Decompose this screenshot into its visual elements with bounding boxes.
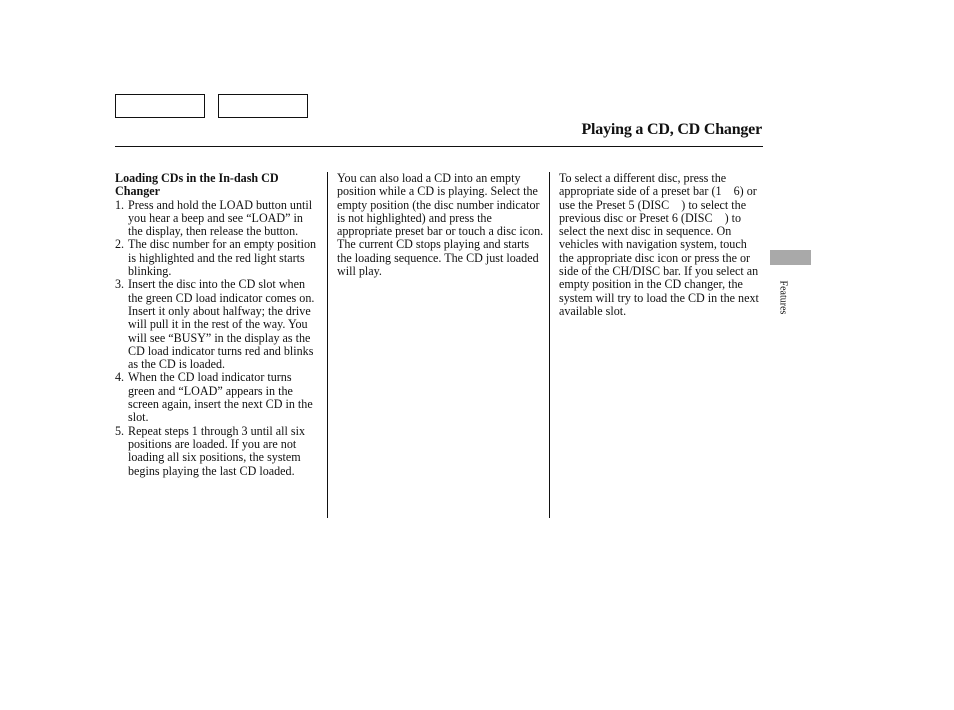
section-tab [770, 250, 811, 265]
list-item [115, 278, 320, 371]
step-text: Press and hold the LOAD button until you hear a beep and see “LOAD” in the display, then release the button. [128, 197, 313, 239]
list-item [115, 238, 320, 278]
list-item [115, 425, 320, 478]
main-menu-button[interactable] [115, 94, 205, 118]
title-rule [115, 146, 763, 147]
body-paragraph: To select a different disc, press the appropriate side of a preset bar (1 6) or use the Preset 5 (DISC ) to select the previous disc or Preset 6 (DISC ) to select the next disc in sequence. On vehicles with navigation system, touch the appropriate disc icon or press the or side of the CH/DISC bar. If you select an empty position in the CD changer, the system will try to load the CD in the next available slot. [559, 171, 760, 318]
step-text: When the CD load indicator turns green and “LOAD” appears in the screen again, insert the next CD in the slot. [128, 370, 313, 425]
column-load-while-playing [337, 172, 544, 278]
index-button[interactable] [218, 94, 308, 118]
step-text: Insert the disc into the CD slot when the green CD load indicator comes on. Insert it only about halfway; the drive will pull it in the rest of the way. You will see “BUSY” in the display as the CD load indicator turns red and blinks as the CD is loaded. [128, 277, 315, 372]
column-divider [327, 172, 328, 518]
column-divider [549, 172, 550, 518]
step-number: 5. [115, 423, 125, 438]
step-number: 1. [115, 197, 125, 212]
section-label: Features [777, 280, 789, 315]
list-item [115, 371, 320, 424]
column-loading-cds [115, 172, 320, 478]
body-paragraph: You can also load a CD into an empty position while a CD is playing. Select the empty position (the disc number indicator is not highlighted) and press the appropriate preset bar or touch a disc icon. The current CD stops playing and starts the loading sequence. The CD just loaded will play. [337, 171, 544, 279]
step-text: Repeat steps 1 through 3 until all six positions are loaded. If you are not loading all six positions, the system begins playing the last CD loaded. [128, 423, 306, 478]
step-number: 4. [115, 370, 125, 385]
section-heading: Loading CDs in the In-dash CD Changer [115, 171, 279, 199]
step-number: 2. [115, 237, 125, 252]
list-item [115, 199, 320, 239]
steps-list [115, 199, 320, 478]
page-title: Playing a CD, CD Changer [581, 121, 762, 138]
step-text: The disc number for an empty position is highlighted and the red light starts blinking. [128, 237, 317, 279]
step-number: 3. [115, 277, 125, 292]
column-select-disc [559, 172, 764, 318]
